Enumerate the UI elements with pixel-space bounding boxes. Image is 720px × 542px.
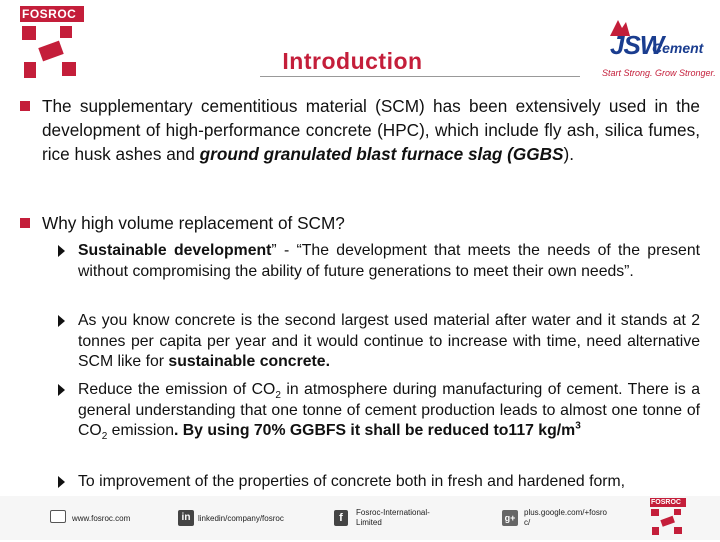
footer-linkedin[interactable]: linkedin/company/fosroc <box>198 514 284 523</box>
monitor-icon <box>50 510 66 523</box>
arrow-bullet-icon <box>58 245 65 257</box>
square-bullet-icon <box>20 101 30 111</box>
sub-bullet-co2 <box>58 380 700 442</box>
sub-bullet-text <box>78 380 700 442</box>
fosroc-logo-text: FOSROC <box>20 6 84 22</box>
footer-facebook-line: Limited <box>356 518 382 527</box>
bullet-text-part: ). <box>563 144 575 164</box>
sub-bullet-text <box>78 311 700 373</box>
bullet-emphasis: ground granulated blast furnace slag (GGBS <box>199 144 564 164</box>
subscript: 2 <box>101 431 108 443</box>
sub-bullet-text: To improvement of the properties of concrete both in fresh and hardened form, <box>78 473 626 490</box>
linkedin-icon: in <box>178 510 194 526</box>
bullet-text: Why high volume replacement of SCM? <box>42 213 345 233</box>
sub-bullet-part: Reduce the emission of CO <box>78 381 276 398</box>
jsw-cement-word: Cement <box>652 40 704 56</box>
footer-facebook-line: Fosroc-International- <box>356 508 430 517</box>
superscript: 3 <box>575 420 581 432</box>
sub-bullet-part: ” - “The development that meets the needs of the present without compromising the ability of future generations to meet their own needs”. <box>78 242 700 280</box>
arrow-bullet-icon <box>58 315 65 327</box>
facebook-icon: f <box>334 510 348 526</box>
fosroc-logo-mark <box>20 22 84 82</box>
footer-website[interactable]: www.fosroc.com <box>72 514 131 523</box>
slide-title: Introduction <box>282 48 423 74</box>
sub-bullet-part: emission <box>107 422 174 439</box>
sub-bullet-sustainable <box>58 241 700 282</box>
sub-bullet-part: As you know concrete is the second largest used material after water and it stands at 2 tonnes per capita per year and it would continue to increase with time, need alternative SCM like for <box>78 312 700 370</box>
footer-fosroc-logo <box>650 498 686 538</box>
jsw-wordmark: JSW <box>610 30 664 60</box>
sub-bullet-bold: Sustainable development <box>78 242 272 259</box>
arrow-bullet-icon <box>58 476 65 488</box>
jsw-tagline: Start Strong. Grow Stronger. <box>602 68 716 78</box>
sub-bullet-bold: . By using 70% GGBFS it shall be reduced to117 kg/m <box>174 422 576 439</box>
sub-bullet-part: in atmosphere during manufacturing of cement. There is a general understanding that one tonne of cement production leads to almost one tonne of CO <box>78 381 700 439</box>
bullet-why-scm <box>20 211 700 235</box>
title-divider <box>260 76 580 77</box>
jsw-cement-logo <box>598 18 716 84</box>
footer-gplus-line: c/ <box>524 518 531 527</box>
footer-logo-mark <box>650 507 686 537</box>
bullet-text-part: The supplementary cementitious material (SCM) has been extensively used in the development of high-performance concrete (HPC), which include fly ash, silica fumes, rice husk ashes and <box>42 96 700 164</box>
footer-bar <box>0 496 720 540</box>
sub-bullet-text <box>78 241 700 282</box>
bullet-scm-intro <box>20 94 700 166</box>
sub-bullet-bold: sustainable concrete. <box>168 353 330 370</box>
google-plus-icon: g+ <box>502 510 518 526</box>
footer-gplus[interactable] <box>524 508 607 528</box>
footer-gplus-line: plus.google.com/+fosro <box>524 508 607 517</box>
square-bullet-icon <box>20 218 30 228</box>
footer-facebook[interactable] <box>356 508 430 528</box>
arrow-bullet-icon <box>58 384 65 396</box>
sub-bullet-concrete-usage <box>58 311 700 373</box>
footer-logo-text: FOSROC <box>650 498 686 507</box>
sub-bullet-properties <box>58 472 700 493</box>
fosroc-logo <box>20 6 84 82</box>
bullet-text <box>42 94 700 166</box>
subscript: 2 <box>275 390 281 402</box>
